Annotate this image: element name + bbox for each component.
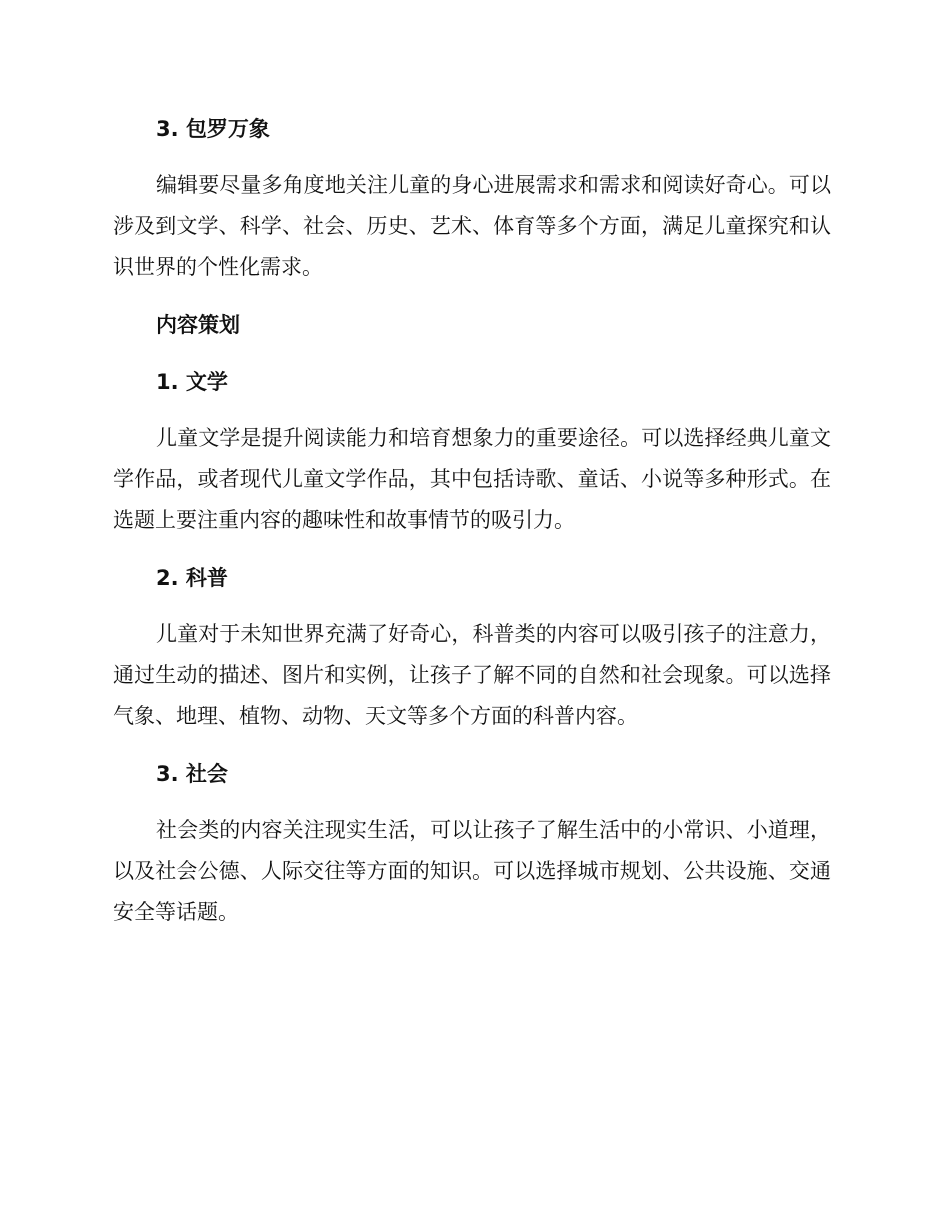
section-heading-comprehensive: 3. 包罗万象 — [156, 117, 270, 141]
section-paragraph-society: 社会类的内容关注现实生活，可以让孩子了解生活中的小常识、小道理，以及社会公德、人际交往等方面的知识。可以选择城市规划、公共设施、交通安全等话题。 — [113, 818, 831, 924]
section-heading-literature: 1. 文学 — [156, 370, 228, 394]
section-heading-popular-science: 2. 科普 — [156, 566, 228, 590]
section-paragraph-literature: 儿童文学是提升阅读能力和培育想象力的重要途径。可以选择经典儿童文学作品，或者现代儿童文学作品，其中包括诗歌、童话、小说等多种形式。在选题上要注重内容的趣味性和故事情节的吸引力。 — [113, 426, 831, 532]
section-paragraph-popular-science: 儿童对于未知世界充满了好奇心，科普类的内容可以吸引孩子的注意力，通过生动的描述、图片和实例，让孩子了解不同的自然和社会现象。可以选择气象、地理、植物、动物、天文等多个方面的科普内容。 — [113, 622, 831, 728]
section-paragraph-comprehensive: 编辑要尽量多角度地关注儿童的身心进展需求和需求和阅读好奇心。可以涉及到文学、科学、社会、历史、艺术、体育等多个方面，满足儿童探究和认识世界的个性化需求。 — [113, 173, 831, 279]
section-heading-society: 3. 社会 — [156, 762, 228, 786]
section-heading-content-planning: 内容策划 — [156, 313, 240, 337]
document-page — [113, 108, 831, 933]
